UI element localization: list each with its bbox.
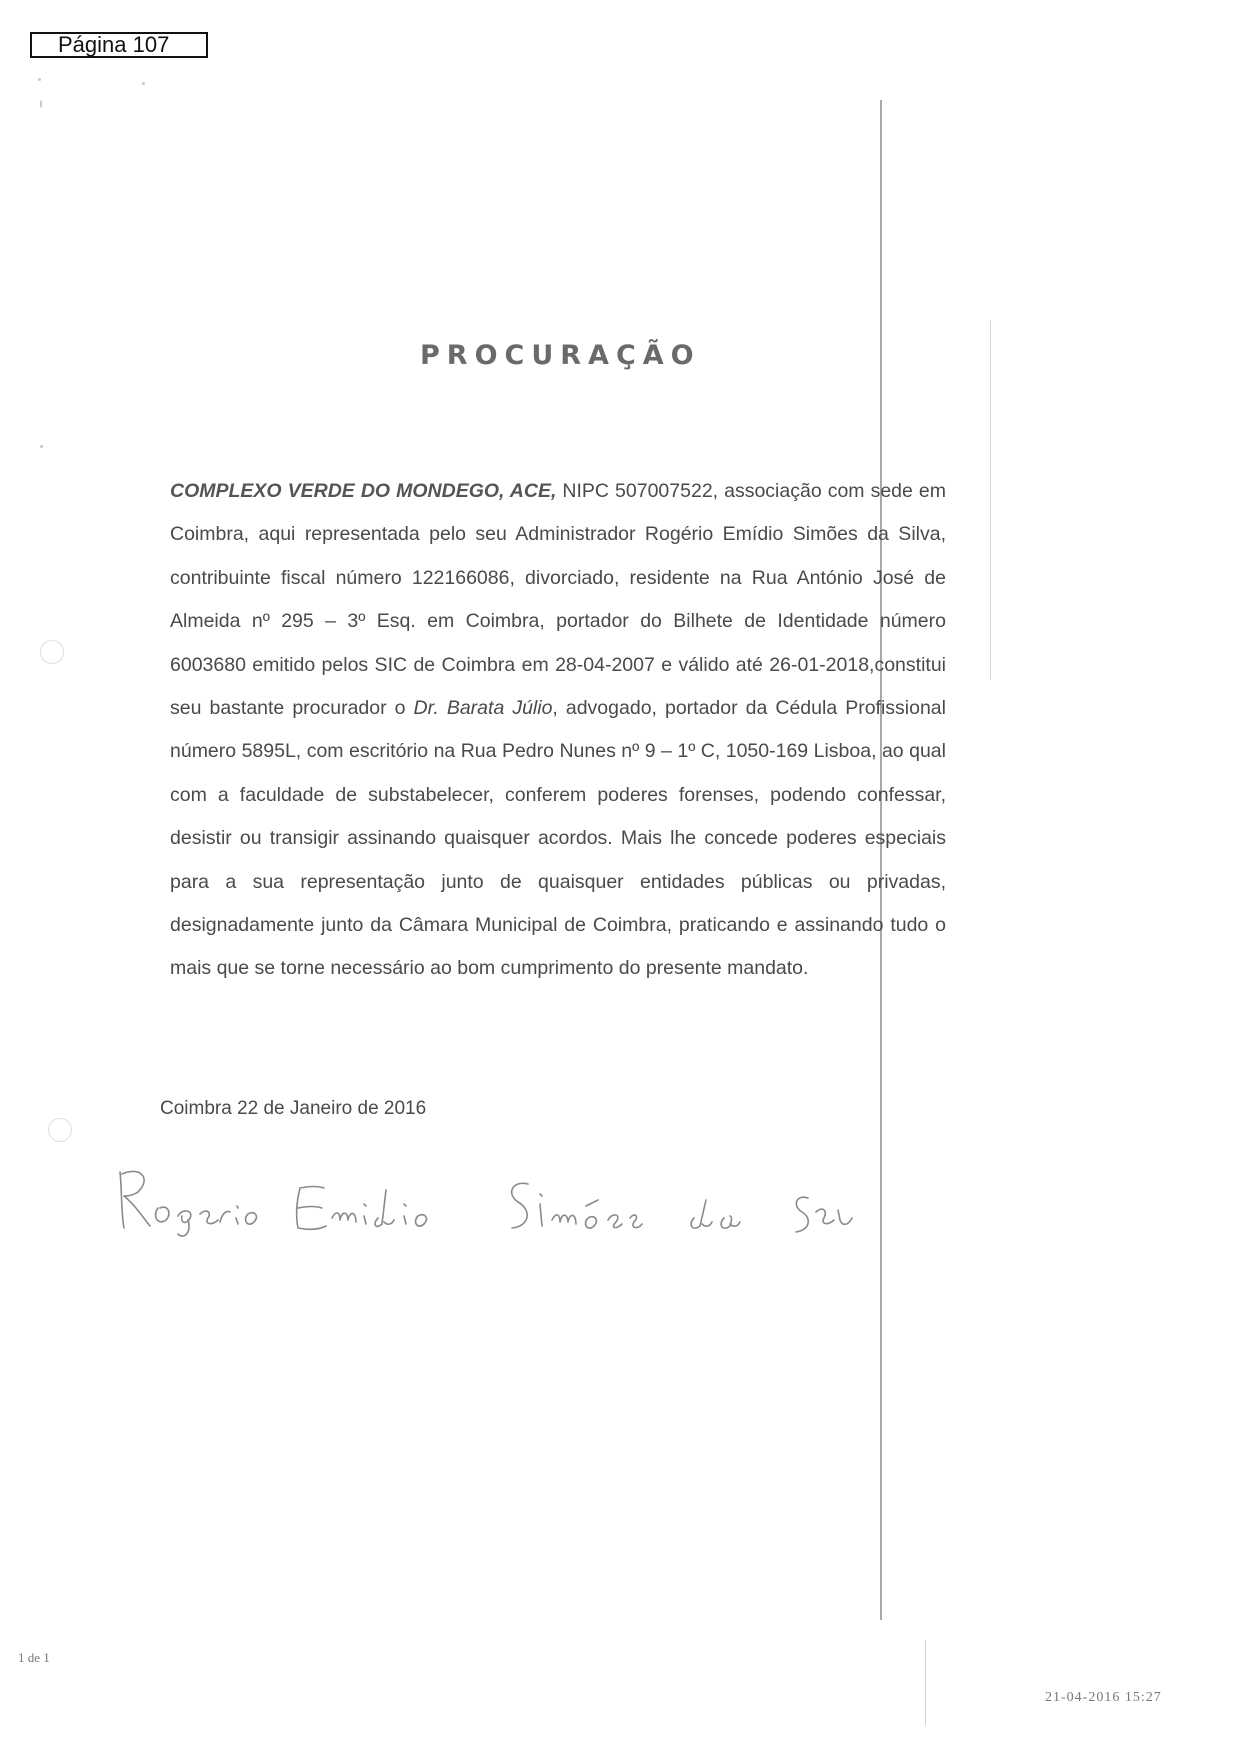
scan-speck xyxy=(142,82,145,85)
handwritten-signature xyxy=(112,1160,872,1240)
punch-hole-mark xyxy=(48,1118,72,1142)
punch-hole-mark xyxy=(40,640,64,664)
lawyer-name: Dr. Barata Júlio xyxy=(413,697,553,720)
paragraph-text-part1: NIPC 507007522, associação com sede em Coimbra, aqui representada pelo seu Administrador Rogério Emídio Simões da Silva, contribuinte fiscal número 122166086, divorciado, residente na Rua António José de Almeida nº 295 – 3º Esq. em Coimbra, portador do Bilhete de Identidade número 6003680 emitido pelos SIC de Coimbra em 28-04-2007 e válido até 26-01-2018,constitui seu bastante procurador o xyxy=(170,480,946,720)
scan-fold-line xyxy=(990,320,991,680)
power-of-attorney-paragraph xyxy=(170,470,946,991)
print-timestamp: 21-04-2016 15:27 xyxy=(1045,1690,1162,1705)
document-title: PROCURAÇÃO xyxy=(420,340,701,371)
scan-fold-line xyxy=(925,1640,926,1725)
page-count: 1 de 1 xyxy=(18,1650,50,1665)
page-number-label: Página 107 xyxy=(30,32,208,58)
scan-speck xyxy=(40,100,42,108)
paragraph-text-part2: , advogado, portador da Cédula Profissional número 5895L, com escritório na Rua Pedro Nunes nº 9 – 1º C, 1050-169 Lisboa, ao qual com a faculdade de substabelecer, conferem poderes forenses, podendo confessar, desistir ou transigir assinando quaisquer acordos. Mais lhe concede poderes especiais para a sua representação junto de quaisquer entidades públicas ou privadas, designadamente junto da Câmara Municipal de Coimbra, praticando e assinando tudo o mais que se torne necessário ao bom cumprimento do presente mandato. xyxy=(170,697,946,980)
company-name: COMPLEXO VERDE DO MONDEGO, ACE, xyxy=(170,480,557,502)
scan-speck xyxy=(38,78,41,81)
place-and-date: Coimbra 22 de Janeiro de 2016 xyxy=(160,1098,427,1119)
scan-speck xyxy=(40,445,43,448)
